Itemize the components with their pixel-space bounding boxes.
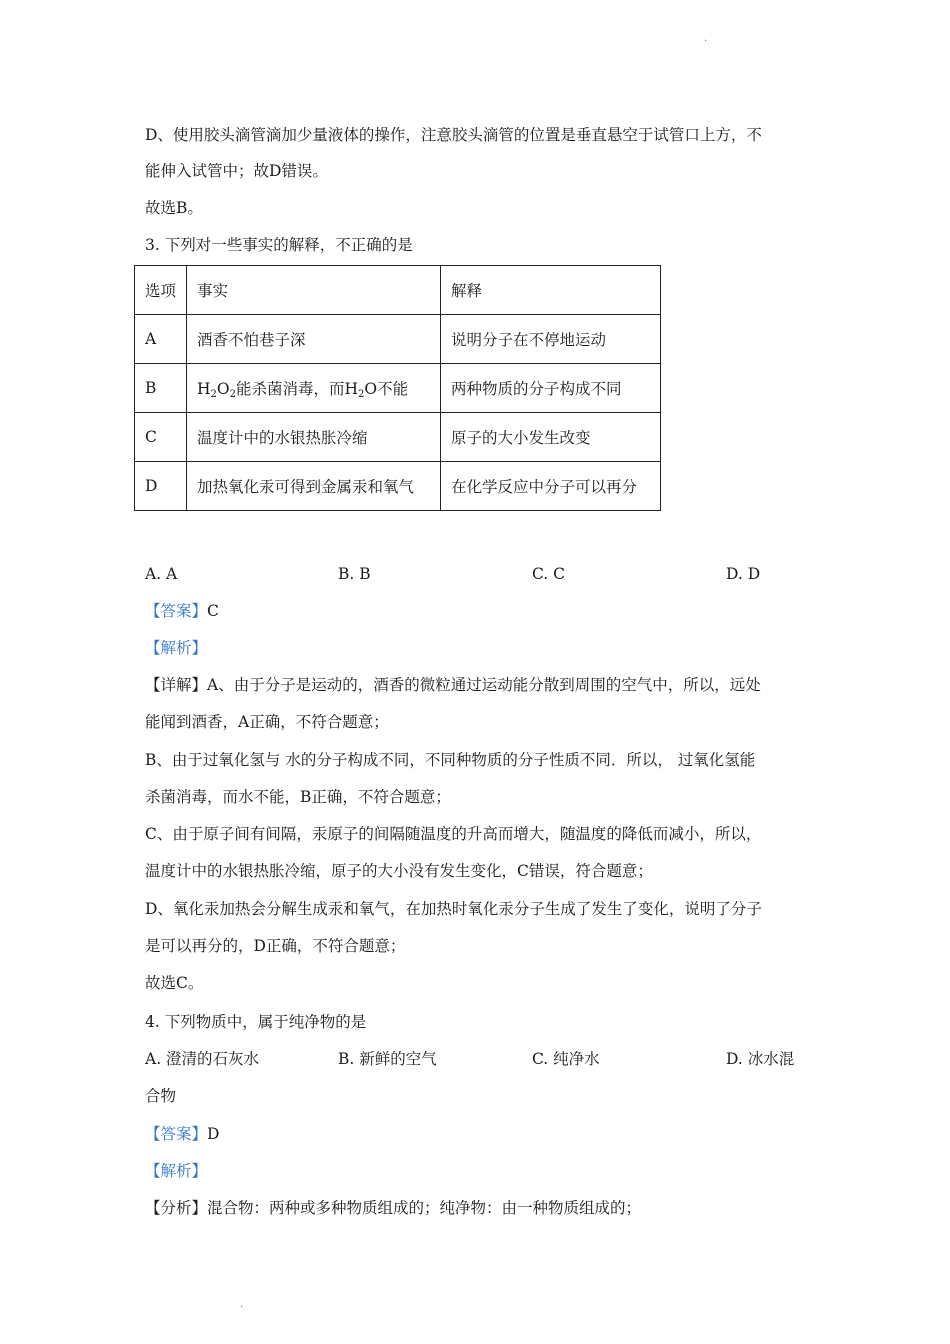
table-row bbox=[135, 413, 661, 462]
q3-detail-line: 温度计中的水银热胀冷缩，原子的大小没有发生变化，C错误，符合题意； bbox=[145, 862, 653, 880]
q3-choice-b: B. B bbox=[338, 565, 371, 583]
header-option: 选项 bbox=[135, 266, 187, 315]
q3-choice-d: D. D bbox=[726, 565, 761, 583]
q3-detail-line: 是可以再分的，D正确，不符合题意； bbox=[145, 937, 406, 955]
q3-choice-c: C. C bbox=[532, 565, 566, 583]
q3-detail-line: C、由于原子间有间隔，汞原子的间隔随温度的升高而增大，随温度的降低而减小，所以， bbox=[145, 825, 762, 843]
q3-choice-a: A. A bbox=[145, 565, 178, 583]
q3-conclusion: 故选C。 bbox=[145, 974, 204, 992]
row-fact: 温度计中的水银热胀冷缩 bbox=[187, 413, 441, 462]
row-explanation: 在化学反应中分子可以再分 bbox=[441, 462, 661, 511]
q4-choice-c: C. 纯净水 bbox=[532, 1050, 600, 1068]
q3-stem: 3. 下列对一些事实的解释，不正确的是 bbox=[145, 236, 413, 254]
q3-detail-line: B、由于过氧化氢与 水的分子构成不同，不同种物质的分子性质不同．所以， 过氧化氢能 bbox=[145, 751, 756, 769]
q4-answer bbox=[145, 1123, 219, 1145]
q4-choice-a: A. 澄清的石灰水 bbox=[145, 1050, 260, 1068]
table-header-row bbox=[135, 266, 661, 315]
row-fact: 加热氧化汞可得到金属汞和氧气 bbox=[187, 462, 441, 511]
row-explanation: 说明分子在不停地运动 bbox=[441, 315, 661, 364]
detail-tag: 【详解】 bbox=[145, 676, 208, 694]
q3-analysis-tag: 【解析】 bbox=[145, 639, 208, 657]
table-row bbox=[135, 462, 661, 511]
q4-analysis-tag: 【解析】 bbox=[145, 1162, 208, 1180]
analysis-sub-tag: 【分析】 bbox=[145, 1199, 208, 1217]
q4-stem: 4. 下列物质中，属于纯净物的是 bbox=[145, 1013, 367, 1031]
header-fact: 事实 bbox=[187, 266, 441, 315]
q2-option-d-line2: 能伸入试管中；故D错误。 bbox=[145, 162, 328, 180]
q2-option-d-line1: D、使用胶头滴管滴加少量液体的操作，注意胶头滴管的位置是垂直悬空于试管口上方，不 bbox=[145, 126, 762, 144]
q3-detail-line: 能闻到酒香，A正确，不符合题意； bbox=[145, 713, 389, 731]
footer-dot: · bbox=[240, 1302, 244, 1313]
row-option: C bbox=[135, 413, 187, 462]
table-row bbox=[135, 315, 661, 364]
q4-choice-b: B. 新鲜的空气 bbox=[338, 1050, 437, 1068]
q3-detail-line: D、氧化汞加热会分解生成汞和氧气，在加热时氧化汞分子生成了发生了变化，说明了分子 bbox=[145, 900, 762, 918]
row-explanation: 原子的大小发生改变 bbox=[441, 413, 661, 462]
q4-analysis-line: 【分析】混合物：两种或多种物质组成的；纯净物：由一种物质组成的； bbox=[145, 1199, 642, 1217]
header-explanation: 解释 bbox=[441, 266, 661, 315]
row-option: B bbox=[135, 364, 187, 413]
answer-tag: 【答案】 bbox=[145, 1125, 208, 1143]
q3-detail-line: 【详解】A、由于分子是运动的，酒香的微粒通过运动能分散到周围的空气中，所以，远处 bbox=[145, 676, 761, 694]
answer-value: C bbox=[207, 602, 219, 620]
facts-table bbox=[134, 265, 661, 511]
q4-choice-d-wrap: 合物 bbox=[145, 1087, 177, 1105]
answer-tag: 【答案】 bbox=[145, 602, 208, 620]
q3-answer bbox=[145, 600, 219, 622]
row-fact: $H_2O_2$能杀菌消毒，而$H_2O$不能 bbox=[187, 364, 441, 413]
q3-detail-line: 杀菌消毒，而水不能，B正确，不符合题意； bbox=[145, 788, 451, 806]
row-fact: 酒香不怕巷子深 bbox=[187, 315, 441, 364]
q2-conclusion: 故选B。 bbox=[145, 199, 203, 217]
table-row bbox=[135, 364, 661, 413]
row-option: D bbox=[135, 462, 187, 511]
answer-value: D bbox=[207, 1125, 220, 1143]
header-dot: · bbox=[704, 36, 708, 47]
q4-choice-d: D. 冰水混 bbox=[726, 1050, 795, 1068]
row-option: A bbox=[135, 315, 187, 364]
row-explanation: 两种物质的分子构成不同 bbox=[441, 364, 661, 413]
